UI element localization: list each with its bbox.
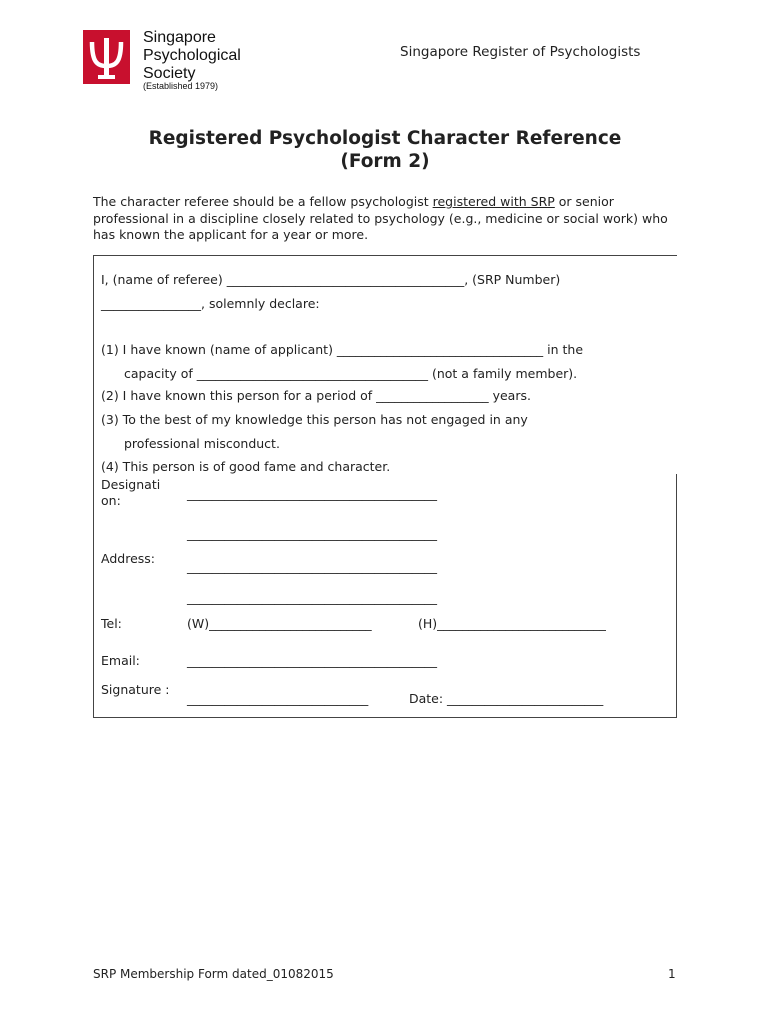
organization-name — [143, 29, 241, 83]
designation-label: Designati on: — [101, 477, 161, 508]
designation-field[interactable]: ________________________________________ — [187, 486, 437, 501]
register-name: Singapore Register of Psychologists — [400, 44, 641, 60]
srp-link[interactable]: registered with SRP — [432, 194, 555, 209]
signature-label: Signature : — [101, 682, 170, 697]
psi-symbol-icon — [83, 30, 130, 84]
item-1-applicant-name[interactable]: (1) I have known (name of applicant) _________________________________ in the — [101, 342, 584, 357]
date-field[interactable]: Date: _________________________ — [409, 691, 604, 706]
item-4-character: (4) This person is of good fame and character. — [101, 459, 391, 474]
item-3-misconduct: (3) To the best of my knowledge this person has not engaged in any — [101, 412, 528, 427]
form-box-right-border — [676, 474, 677, 718]
form-box-bottom-border — [93, 717, 677, 718]
address-field-1[interactable]: ________________________________________ — [187, 526, 437, 541]
tel-label: Tel: — [101, 616, 122, 631]
org-line-1: Singapore — [143, 29, 216, 46]
intro-paragraph — [93, 194, 693, 244]
address-field-2[interactable]: ________________________________________ — [187, 559, 437, 574]
email-field[interactable]: ________________________________________ — [187, 653, 437, 668]
address-label: Address: — [101, 551, 155, 566]
established-note: (Established 1979) — [143, 81, 219, 91]
footer-form-name: SRP Membership Form dated_01082015 — [93, 967, 334, 981]
item-2-period[interactable]: (2) I have known this person for a period of __________________ years. — [101, 388, 531, 403]
form-subtitle: (Form 2) — [340, 151, 430, 172]
srp-number-line[interactable]: ________________, solemnly declare: — [101, 296, 320, 311]
item-1-capacity[interactable]: capacity of _____________________________________ (not a family member). — [124, 366, 578, 381]
page-number: 1 — [668, 967, 676, 981]
org-line-2: Psychological — [143, 47, 241, 64]
signature-field[interactable]: _____________________________ — [187, 691, 369, 706]
tel-work-field[interactable]: (W)__________________________ — [187, 616, 372, 631]
org-line-3: Society — [143, 65, 196, 82]
address-field-3[interactable]: ________________________________________ — [187, 590, 437, 605]
sps-logo — [83, 30, 130, 84]
form-box-left-border — [93, 255, 94, 718]
referee-name-line[interactable]: I, (name of referee) ______________________________________, (SRP Number) — [101, 272, 561, 287]
form-title: Registered Psychologist Character Reference — [148, 128, 622, 149]
form-box-top-border — [93, 255, 677, 256]
tel-home-field[interactable]: (H)___________________________ — [418, 616, 606, 631]
intro-part-1: The character referee should be a fellow psychologist — [93, 194, 433, 209]
email-label: Email: — [101, 653, 140, 668]
item-3-continuation: professional misconduct. — [124, 436, 280, 451]
intro-part-2: or senior professional in a discipline closely related to psychology (e.g., medicine or social work) who has known the applicant for a year or more. — [93, 194, 668, 242]
